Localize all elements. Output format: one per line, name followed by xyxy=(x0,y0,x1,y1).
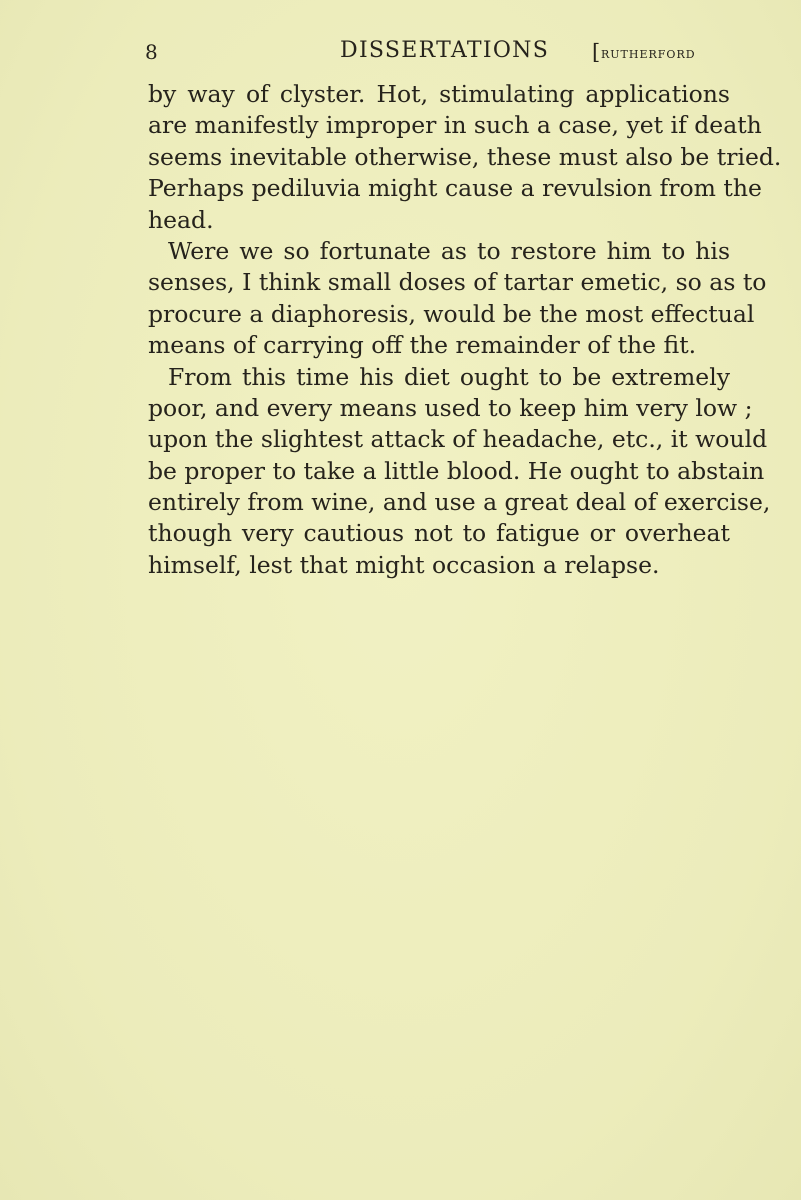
text-line: by way of clyster. Hot, stimulating applications xyxy=(148,80,730,108)
running-head xyxy=(0,38,801,66)
text-line: are manifestly improper in such a case, yet if death xyxy=(148,111,762,140)
text-line: Perhaps pediluvia might cause a revulsion from the xyxy=(148,174,762,203)
text-line: poor, and every means used to keep him very low ; xyxy=(148,393,753,422)
author-name: rutherford xyxy=(601,44,696,62)
text-line: though very cautious not to fatigue or overheat xyxy=(148,519,730,548)
text-line: means of carrying off the remainder of the fit. xyxy=(148,331,697,360)
text-line: seems inevitable otherwise, these must also be tried. xyxy=(148,142,782,171)
text-line: procure a diaphoresis, would be the most effectual xyxy=(148,299,755,328)
body-text xyxy=(148,79,782,581)
text-line: be proper to take a little blood. He ought to abstain xyxy=(148,456,765,485)
text-line: From this time his diet ought to be extremely xyxy=(168,362,730,391)
text-line: upon the slightest attack of headache, etc., it would xyxy=(148,425,768,454)
text-line: senses, I think small doses of tartar emetic, so as to xyxy=(148,268,767,297)
page-number: 8 xyxy=(145,40,158,64)
running-title: DISSERTATIONS xyxy=(340,38,550,63)
author-bracket: [ xyxy=(592,40,601,64)
text-line: head. xyxy=(148,205,214,234)
text-line: Were we so fortunate as to restore him to his xyxy=(168,236,730,265)
text-line: himself, lest that might occasion a relapse. xyxy=(148,550,660,579)
running-author xyxy=(592,39,696,63)
text-line: entirely from wine, and use a great deal of exercise, xyxy=(148,488,771,517)
